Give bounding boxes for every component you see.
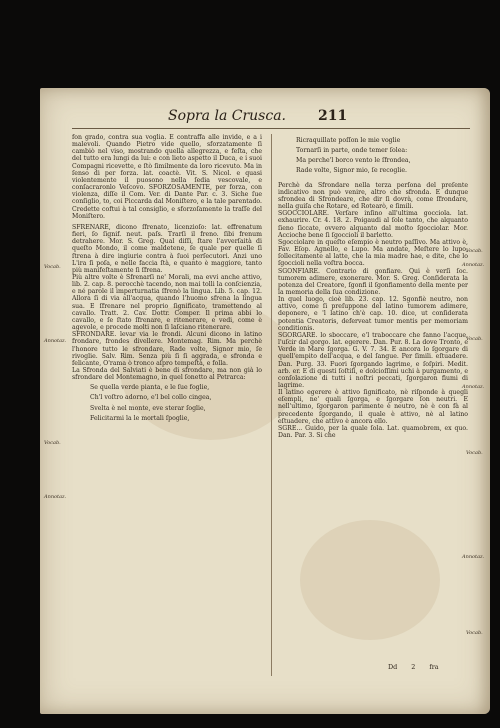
margin-note: Annotaz.: [462, 262, 485, 268]
running-title: Sopra la Crusca.: [168, 108, 286, 124]
page-number: 211: [318, 108, 348, 124]
header-rule: [72, 128, 470, 129]
verse-line: Se quella verde pianta, e le ſue foglie,: [90, 384, 210, 392]
verse-line: Felicitarmi la le mortali ſpoglie,: [90, 414, 190, 422]
margin-note: Vocab.: [44, 440, 61, 446]
verse-line: Svelta è nel monte, eve sterar ſoglie,: [90, 404, 206, 412]
paragraph: La Sfronda del Salviati è bene di sfrondare, ma non già lo sfrondare del Montemagno, in quel ſonetto al Petrarca:: [72, 367, 262, 382]
paragraph: SGOCCIOLARE. Verſare inſino all'ultima gocciola. lat. exhaurire. Cr. 4. 18. 2. Poigaudi al ſole tanto, che alquanto ſieno ſiccate, ovvero alquanto dal moſto ſgocciolar. Mor. Accioche bene ſi ſgoccioli il barletto.: [278, 210, 468, 239]
column-divider: [271, 134, 272, 676]
verse-line: Ch'l voſtro adorno, e'l bel collo cingea,: [90, 394, 212, 402]
margin-note: Vocab.: [466, 336, 483, 342]
paragraph: Più altre volte è Sfrenarſi ne' Morali, ma evvi anche attivo, lib. 2. cap. 8. perocchè tacendo, non mai tolli la conſcienzia, e né parole il imperturnatia ſfrenò la lingua. Lib. 5. cap. 12. Allora ſi di via all'acqua, quando l'huomo sfrena la lingua sua. E ſfrenare nel proprio ſignificato, tramettendo al cavallo. Tratt. 2. Cav. Dottr. Comper. Il prima abbi lo cavallo, e ſe ſtato ſfrenare, e ritenerare, e vedi, come è agevole, e procede molti non ſi laſciano ritenerare.: [72, 273, 262, 332]
paragraph: Sgocciolare in queſto eſempio è neutro paſſivo. Ma attivo è, Fav. Eſop. Agnello, e Lupo. Ma andate, Meſtere lo lupo, ſollecitamente al latte, che la mia madre hae, e dite, che lo ſgoccioli nella voſtra bocca.: [278, 238, 468, 268]
paragraph: SGRE... Guido, per la quale ſola. Lat. quamobrem, ex quo. Dan. Par. 3. Si che: [278, 424, 468, 440]
margin-note: Vocab.: [466, 450, 483, 456]
signature-mark: Dd: [388, 663, 398, 671]
paragraph: Perchè da Sfrondare nella terza perſona del preſente indicativo non può venire, altro che sfronda. E dunque sfrondea di Sfrondeare, che dir ſi dovrà, come ſfrondare, nella guiſa che Rotare, ed Rotearò, e ſimili.: [278, 181, 468, 211]
margin-note: Annotaz.: [462, 384, 485, 390]
paragraph: fon grado, contra sua voglia. E contraffa alle invide, e a i malevoli. Quando Pietro vide quello, sforzatamente ſi cambiò nel viso, mostrando quella allegrezza, e feſta, che del tutto era lungi da lui: e con lieto aspetto il Duca, e i suoi Compagni ricevette, e ſtò ſimilmente da loro ricevuto. Ma in ſenso di per forza. lat. coactè. Vit. S. Nicol. e quasi violentemente il puosono nella ſedia vescovale, e conſacraronlo Veſcovo. SFORZOSAMENTE, per forza, con violenza, diſſe il Com. Ver. di Dante Par. c. 3. Siche ſue conſiglio, to, coi Piccarda dal Moniſtero, e la tale parentado. Credette coftui à tal consiglio, e sforzoſamente la traſſe del Moniſtero.: [72, 134, 262, 220]
margin-note: Vocab.: [44, 264, 61, 270]
margin-note: Annotaz.: [44, 494, 67, 500]
catchword: fra: [429, 663, 439, 671]
paragraph: SGONFIARE. Contrario di gonfiare. Qui è verſi ſoc. tumorem adimere, exonerare. Mor. S. Greg. Conſiderata la potenza del Creatore, ſgonfi il ſgonfiamento della mente per la memoria della ſua condizione.: [278, 267, 468, 296]
paragraph: SFRENARE, dicono ſfrenato, licenzioſo: lat. effrenatum fieri, ſo ſignif. neut. paſs. Trarſi il freno. ſibi frenum detrahere. Mor. S. Greg. Qual diſſi, ſtare l'avverſaità di queſto Mondo, il come maldetene, ſe quale per quelle ſi ſtrena à dire ingiurie contra à ſuoi perſecutori. Anzi uno L'ira ſi poſa, e nelle faccia ſtà, e quanto è maggiore, tanto più manifeſtamente ſi ſfrena.: [72, 223, 262, 274]
margin-note: Vocab.: [466, 248, 483, 254]
left-column: [72, 134, 262, 425]
page-footer: [388, 663, 451, 671]
right-column: [278, 134, 468, 439]
verse-line: Rade volte, Signor mio, ſe recoglie.: [296, 167, 407, 175]
paragraph: In quel luogo, cioè lib. 23. cap. 12. Sgonfiè neutro, non attivo, come ſi preſuppone del latino tumorem adimere, deponere, e 'l latino ch'è cap. 10. dice, ut conſiderata potentia Creatoris, deferveat tumor mentis per memoriam conditionis.: [278, 296, 468, 332]
margin-note: Annotaz.: [462, 554, 485, 560]
verse-line: Ma perche'l borco vento le ſfrondea,: [296, 157, 411, 165]
paper-stain: [300, 520, 440, 640]
paragraph: SFRONDARE. levar via le frondi. Alcuni dicono in latino frondare, frondes divellere. Montemag. Rim. Ma perchè l'honore tutto le sfrondare, Rade volte, Signor mio, ſe rivoglie. Salv. Rim. Senza più ſi ſi aggrada, e sfronda e felicante, O'rama ò tronco aſpro tempeſtà, e folla.: [72, 331, 262, 367]
paragraph: SGORGARE. lo sboccare, e'l traboccare che fanno l'acque, l'uſcir dal gorgo. lat. egerere. Dan. Pur. 8. La dove Tronto, e Verde in Mare ſgorga. G. V. 7. 34. E ancora lo ſgorgare di quell'empito dell'acqua, e del ſangue. Per ſimili. eſtuadere. Dan. Purg. 33. Fuori ſgorgando lagrime, e ſoſpiri. Medit. arb. er. E di questi ſoſtiſi, e dolcioſſimi uchi à purgamento, e conſolazione di tutti i noſtri peccati, ſgorgaron fiumi di lagrime.: [278, 331, 468, 389]
paragraph: Il latino egerere è attivo ſignificato, nè riſponde à quegli eſempli, ne' quali ſgorga, e ſgorgare ſon neutri. E nell'ultimo, ſgorgaron parimente è neutro, nè è con fà al precedente ſgorgando, il quale è attivo, nè al latino eſtuadere, che attivo è ancora ello.: [278, 389, 468, 425]
margin-note: Vocab.: [466, 630, 483, 636]
verse-line: Tornarſi in parte, onde temer ſolea:: [296, 147, 408, 155]
verse-line: Ricraquillate poſſon le mie voglie: [296, 137, 401, 144]
margin-note: Annotaz.: [44, 338, 67, 344]
signature-number: 2: [411, 663, 416, 671]
